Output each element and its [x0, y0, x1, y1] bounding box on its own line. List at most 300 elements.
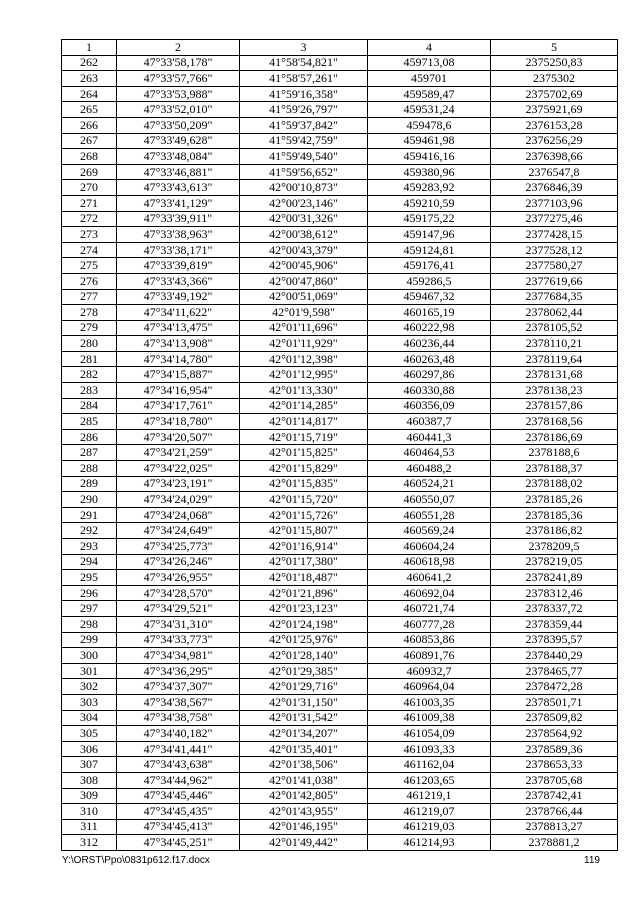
table-row — [62, 539, 618, 555]
x-coordinate-cell: 460222,98 — [368, 320, 491, 336]
longitude-cell: 42°01'42,805" — [240, 788, 368, 804]
point-number-cell: 311 — [62, 819, 117, 835]
x-coordinate-cell: 461219,03 — [368, 819, 491, 835]
point-number-cell: 290 — [62, 492, 117, 508]
y-coordinate-cell: 2378168,56 — [491, 414, 618, 430]
y-coordinate-cell: 2378209,5 — [491, 539, 618, 555]
point-number-cell: 272 — [62, 211, 117, 227]
point-number-cell: 293 — [62, 539, 117, 555]
longitude-cell: 41°59'49,540" — [240, 149, 368, 165]
latitude-cell: 47°33'48,084" — [117, 149, 240, 165]
point-number-cell: 300 — [62, 648, 117, 664]
y-coordinate-cell: 2377428,15 — [491, 227, 618, 243]
longitude-cell: 42°01'43,955" — [240, 804, 368, 820]
latitude-cell: 47°33'41,129" — [117, 195, 240, 211]
point-number-cell: 284 — [62, 398, 117, 414]
y-coordinate-cell: 2378138,23 — [491, 383, 618, 399]
longitude-cell: 42°01'15,719" — [240, 429, 368, 445]
latitude-cell: 47°34'37,307" — [117, 679, 240, 695]
latitude-cell: 47°34'21,259" — [117, 445, 240, 461]
x-coordinate-cell: 461054,09 — [368, 726, 491, 742]
table-row — [62, 601, 618, 617]
latitude-cell: 47°34'33,773" — [117, 632, 240, 648]
latitude-cell: 47°33'49,628" — [117, 133, 240, 149]
longitude-cell: 42°01'28,140" — [240, 648, 368, 664]
point-number-cell: 262 — [62, 55, 117, 71]
latitude-cell: 47°33'43,366" — [117, 273, 240, 289]
point-number-cell: 275 — [62, 258, 117, 274]
y-coordinate-cell: 2378186,82 — [491, 523, 618, 539]
latitude-cell: 47°34'20,507" — [117, 429, 240, 445]
x-coordinate-cell: 460964,04 — [368, 679, 491, 695]
table-row — [62, 492, 618, 508]
table-row — [62, 554, 618, 570]
y-coordinate-cell: 2378359,44 — [491, 616, 618, 632]
table-row — [62, 507, 618, 523]
longitude-cell: 42°00'10,873" — [240, 180, 368, 196]
longitude-cell: 42°01'41,038" — [240, 772, 368, 788]
latitude-cell: 47°34'45,413" — [117, 819, 240, 835]
longitude-cell: 42°01'24,198" — [240, 616, 368, 632]
table-row — [62, 476, 618, 492]
table-row — [62, 71, 618, 87]
latitude-cell: 47°34'29,521" — [117, 601, 240, 617]
longitude-cell: 42°01'21,896" — [240, 585, 368, 601]
table-header-row — [62, 40, 618, 56]
table-row — [62, 648, 618, 664]
longitude-cell: 41°59'26,797" — [240, 102, 368, 118]
x-coordinate-cell: 460441,3 — [368, 429, 491, 445]
point-number-cell: 269 — [62, 164, 117, 180]
longitude-cell: 42°01'23,123" — [240, 601, 368, 617]
y-coordinate-cell: 2378119,64 — [491, 351, 618, 367]
longitude-cell: 42°00'45,906" — [240, 258, 368, 274]
table-row — [62, 305, 618, 321]
x-coordinate-cell: 459147,96 — [368, 227, 491, 243]
point-number-cell: 265 — [62, 102, 117, 118]
y-coordinate-cell: 2376846,39 — [491, 180, 618, 196]
latitude-cell: 47°34'11,622" — [117, 305, 240, 321]
table-row — [62, 414, 618, 430]
x-coordinate-cell: 459380,96 — [368, 164, 491, 180]
point-number-cell: 301 — [62, 663, 117, 679]
point-number-cell: 298 — [62, 616, 117, 632]
longitude-cell: 42°01'14,817" — [240, 414, 368, 430]
latitude-cell: 47°33'39,819" — [117, 258, 240, 274]
y-coordinate-cell: 2376547,8 — [491, 164, 618, 180]
x-coordinate-cell: 460356,09 — [368, 398, 491, 414]
point-number-cell: 312 — [62, 835, 117, 851]
longitude-cell: 42°01'25,976" — [240, 632, 368, 648]
x-coordinate-cell: 461003,35 — [368, 694, 491, 710]
x-coordinate-cell: 459210,59 — [368, 195, 491, 211]
y-coordinate-cell: 2378186,69 — [491, 429, 618, 445]
longitude-cell: 42°01'18,487" — [240, 570, 368, 586]
table-row — [62, 726, 618, 742]
latitude-cell: 47°34'43,638" — [117, 757, 240, 773]
table-row — [62, 117, 618, 133]
table-row — [62, 211, 618, 227]
longitude-cell: 42°01'29,716" — [240, 679, 368, 695]
table-row — [62, 804, 618, 820]
y-coordinate-cell: 2378589,36 — [491, 741, 618, 757]
point-number-cell: 278 — [62, 305, 117, 321]
latitude-cell: 47°34'38,567" — [117, 694, 240, 710]
latitude-cell: 47°34'26,246" — [117, 554, 240, 570]
latitude-cell: 47°33'43,613" — [117, 180, 240, 196]
table-row — [62, 694, 618, 710]
x-coordinate-cell: 459461,98 — [368, 133, 491, 149]
latitude-cell: 47°34'40,182" — [117, 726, 240, 742]
longitude-cell: 41°59'56,652" — [240, 164, 368, 180]
x-coordinate-cell: 460618,98 — [368, 554, 491, 570]
y-coordinate-cell: 2377619,66 — [491, 273, 618, 289]
table-row — [62, 289, 618, 305]
point-number-cell: 271 — [62, 195, 117, 211]
longitude-cell: 41°59'42,759" — [240, 133, 368, 149]
longitude-cell: 42°01'31,542" — [240, 710, 368, 726]
x-coordinate-cell: 460464,53 — [368, 445, 491, 461]
table-row — [62, 741, 618, 757]
x-coordinate-cell: 460891,76 — [368, 648, 491, 664]
table-row — [62, 788, 618, 804]
longitude-cell: 42°01'11,929" — [240, 336, 368, 352]
y-coordinate-cell: 2378395,57 — [491, 632, 618, 648]
x-coordinate-cell: 460604,24 — [368, 539, 491, 555]
latitude-cell: 47°34'17,761" — [117, 398, 240, 414]
longitude-cell: 42°01'14,285" — [240, 398, 368, 414]
table-row — [62, 383, 618, 399]
longitude-cell: 42°01'31,150" — [240, 694, 368, 710]
table-row — [62, 149, 618, 165]
x-coordinate-cell: 461203,65 — [368, 772, 491, 788]
latitude-cell: 47°34'45,251" — [117, 835, 240, 851]
point-number-cell: 297 — [62, 601, 117, 617]
latitude-cell: 47°33'49,192" — [117, 289, 240, 305]
y-coordinate-cell: 2376256,29 — [491, 133, 618, 149]
table-row — [62, 336, 618, 352]
y-coordinate-cell: 2378110,21 — [491, 336, 618, 352]
point-number-cell: 277 — [62, 289, 117, 305]
point-number-cell: 289 — [62, 476, 117, 492]
latitude-cell: 47°34'24,068" — [117, 507, 240, 523]
y-coordinate-cell: 2378312,46 — [491, 585, 618, 601]
longitude-cell: 42°00'47,860" — [240, 273, 368, 289]
x-coordinate-cell: 459467,32 — [368, 289, 491, 305]
longitude-cell: 42°00'51,069" — [240, 289, 368, 305]
table-row — [62, 632, 618, 648]
x-coordinate-cell: 461214,93 — [368, 835, 491, 851]
table-row — [62, 242, 618, 258]
table-row — [62, 258, 618, 274]
longitude-cell: 42°01'34,207" — [240, 726, 368, 742]
table-row — [62, 195, 618, 211]
table-row — [62, 772, 618, 788]
latitude-cell: 47°34'26,955" — [117, 570, 240, 586]
y-coordinate-cell: 2378705,68 — [491, 772, 618, 788]
y-coordinate-cell: 2377580,27 — [491, 258, 618, 274]
longitude-cell: 41°59'37,842" — [240, 117, 368, 133]
x-coordinate-cell: 461162,04 — [368, 757, 491, 773]
longitude-cell: 42°01'15,835" — [240, 476, 368, 492]
latitude-cell: 47°34'13,475" — [117, 320, 240, 336]
x-coordinate-cell: 460692,04 — [368, 585, 491, 601]
longitude-cell: 42°01'12,398" — [240, 351, 368, 367]
point-number-cell: 266 — [62, 117, 117, 133]
latitude-cell: 47°34'23,191" — [117, 476, 240, 492]
point-number-cell: 305 — [62, 726, 117, 742]
latitude-cell: 47°33'57,766" — [117, 71, 240, 87]
x-coordinate-cell: 459176,41 — [368, 258, 491, 274]
latitude-cell: 47°34'34,981" — [117, 648, 240, 664]
point-number-cell: 308 — [62, 772, 117, 788]
y-coordinate-cell: 2378509,82 — [491, 710, 618, 726]
table-row — [62, 616, 618, 632]
longitude-cell: 41°58'57,261" — [240, 71, 368, 87]
point-number-cell: 295 — [62, 570, 117, 586]
y-coordinate-cell: 2378501,71 — [491, 694, 618, 710]
longitude-cell: 42°00'43,379" — [240, 242, 368, 258]
point-number-cell: 304 — [62, 710, 117, 726]
longitude-cell: 42°00'31,326" — [240, 211, 368, 227]
latitude-cell: 47°33'52,010" — [117, 102, 240, 118]
column-header-1: 1 — [62, 40, 117, 56]
y-coordinate-cell: 2378653,33 — [491, 757, 618, 773]
x-coordinate-cell: 460641,2 — [368, 570, 491, 586]
y-coordinate-cell: 2378813,27 — [491, 819, 618, 835]
point-number-cell: 264 — [62, 86, 117, 102]
latitude-cell: 47°34'22,025" — [117, 461, 240, 477]
latitude-cell: 47°34'41,441" — [117, 741, 240, 757]
longitude-cell: 42°01'35,401" — [240, 741, 368, 757]
longitude-cell: 42°00'38,612" — [240, 227, 368, 243]
point-number-cell: 273 — [62, 227, 117, 243]
table-row — [62, 835, 618, 851]
point-number-cell: 283 — [62, 383, 117, 399]
table-row — [62, 164, 618, 180]
point-number-cell: 280 — [62, 336, 117, 352]
y-coordinate-cell: 2378157,86 — [491, 398, 618, 414]
x-coordinate-cell: 460569,24 — [368, 523, 491, 539]
table-row — [62, 351, 618, 367]
latitude-cell: 47°33'53,988" — [117, 86, 240, 102]
table-row — [62, 819, 618, 835]
longitude-cell: 42°00'23,146" — [240, 195, 368, 211]
point-number-cell: 274 — [62, 242, 117, 258]
x-coordinate-cell: 461219,07 — [368, 804, 491, 820]
longitude-cell: 41°59'16,358" — [240, 86, 368, 102]
table-row — [62, 398, 618, 414]
table-row — [62, 429, 618, 445]
y-coordinate-cell: 2377528,12 — [491, 242, 618, 258]
x-coordinate-cell: 459701 — [368, 71, 491, 87]
x-coordinate-cell: 459175,22 — [368, 211, 491, 227]
y-coordinate-cell: 2378131,68 — [491, 367, 618, 383]
point-number-cell: 306 — [62, 741, 117, 757]
table-row — [62, 273, 618, 289]
column-header-3: 3 — [240, 40, 368, 56]
point-number-cell: 310 — [62, 804, 117, 820]
point-number-cell: 299 — [62, 632, 117, 648]
table-row — [62, 523, 618, 539]
latitude-cell: 47°33'46,881" — [117, 164, 240, 180]
x-coordinate-cell: 459416,16 — [368, 149, 491, 165]
y-coordinate-cell: 2378440,29 — [491, 648, 618, 664]
table-row — [62, 570, 618, 586]
footer-file-path: Y:\ORST\Ppo\0831p612.f17.docx — [62, 855, 210, 866]
point-number-cell: 294 — [62, 554, 117, 570]
y-coordinate-cell: 2375702,69 — [491, 86, 618, 102]
latitude-cell: 47°33'50,209" — [117, 117, 240, 133]
point-number-cell: 279 — [62, 320, 117, 336]
x-coordinate-cell: 459478,6 — [368, 117, 491, 133]
table-row — [62, 710, 618, 726]
x-coordinate-cell: 460488,2 — [368, 461, 491, 477]
y-coordinate-cell: 2377103,96 — [491, 195, 618, 211]
y-coordinate-cell: 2378185,36 — [491, 507, 618, 523]
y-coordinate-cell: 2378062,44 — [491, 305, 618, 321]
x-coordinate-cell: 460550,07 — [368, 492, 491, 508]
longitude-cell: 42°01'9,598" — [240, 305, 368, 321]
longitude-cell: 42°01'15,726" — [240, 507, 368, 523]
longitude-cell: 41°58'54,821" — [240, 55, 368, 71]
y-coordinate-cell: 2378188,37 — [491, 461, 618, 477]
table-row — [62, 757, 618, 773]
y-coordinate-cell: 2378564,92 — [491, 726, 618, 742]
point-number-cell: 270 — [62, 180, 117, 196]
latitude-cell: 47°34'31,310" — [117, 616, 240, 632]
table-row — [62, 320, 618, 336]
column-header-2: 2 — [117, 40, 240, 56]
x-coordinate-cell: 461093,33 — [368, 741, 491, 757]
latitude-cell: 47°34'25,773" — [117, 539, 240, 555]
x-coordinate-cell: 459713,08 — [368, 55, 491, 71]
longitude-cell: 42°01'38,506" — [240, 757, 368, 773]
point-number-cell: 267 — [62, 133, 117, 149]
longitude-cell: 42°01'15,807" — [240, 523, 368, 539]
longitude-cell: 42°01'12,995" — [240, 367, 368, 383]
point-number-cell: 302 — [62, 679, 117, 695]
latitude-cell: 47°34'44,962" — [117, 772, 240, 788]
table-row — [62, 86, 618, 102]
latitude-cell: 47°34'36,295" — [117, 663, 240, 679]
longitude-cell: 42°01'15,720" — [240, 492, 368, 508]
x-coordinate-cell: 460297,86 — [368, 367, 491, 383]
y-coordinate-cell: 2378742,41 — [491, 788, 618, 804]
latitude-cell: 47°34'15,887" — [117, 367, 240, 383]
point-number-cell: 307 — [62, 757, 117, 773]
y-coordinate-cell: 2375921,69 — [491, 102, 618, 118]
table-row — [62, 55, 618, 71]
x-coordinate-cell: 459589,47 — [368, 86, 491, 102]
latitude-cell: 47°34'13,908" — [117, 336, 240, 352]
latitude-cell: 47°33'39,911" — [117, 211, 240, 227]
y-coordinate-cell: 2378188,6 — [491, 445, 618, 461]
x-coordinate-cell: 459124,81 — [368, 242, 491, 258]
longitude-cell: 42°01'13,330" — [240, 383, 368, 399]
y-coordinate-cell: 2375250,83 — [491, 55, 618, 71]
table-row — [62, 367, 618, 383]
point-number-cell: 286 — [62, 429, 117, 445]
column-header-4: 4 — [368, 40, 491, 56]
column-header-5: 5 — [491, 40, 618, 56]
y-coordinate-cell: 2376153,28 — [491, 117, 618, 133]
table-body — [62, 55, 618, 850]
x-coordinate-cell: 460236,44 — [368, 336, 491, 352]
x-coordinate-cell: 460932,7 — [368, 663, 491, 679]
point-number-cell: 288 — [62, 461, 117, 477]
point-number-cell: 287 — [62, 445, 117, 461]
x-coordinate-cell: 460165,19 — [368, 305, 491, 321]
longitude-cell: 42°01'29,385" — [240, 663, 368, 679]
latitude-cell: 47°34'16,954" — [117, 383, 240, 399]
longitude-cell: 42°01'46,195" — [240, 819, 368, 835]
latitude-cell: 47°34'18,780" — [117, 414, 240, 430]
y-coordinate-cell: 2378766,44 — [491, 804, 618, 820]
latitude-cell: 47°33'38,963" — [117, 227, 240, 243]
latitude-cell: 47°34'24,029" — [117, 492, 240, 508]
y-coordinate-cell: 2378465,77 — [491, 663, 618, 679]
longitude-cell: 42°01'11,696" — [240, 320, 368, 336]
y-coordinate-cell: 2378188,02 — [491, 476, 618, 492]
table-row — [62, 585, 618, 601]
coordinates-table — [61, 39, 618, 851]
y-coordinate-cell: 2378241,89 — [491, 570, 618, 586]
y-coordinate-cell: 2378105,52 — [491, 320, 618, 336]
point-number-cell: 296 — [62, 585, 117, 601]
y-coordinate-cell: 2376398,66 — [491, 149, 618, 165]
table-row — [62, 227, 618, 243]
y-coordinate-cell: 2378472,28 — [491, 679, 618, 695]
latitude-cell: 47°33'58,178" — [117, 55, 240, 71]
table-row — [62, 180, 618, 196]
longitude-cell: 42°01'17,380" — [240, 554, 368, 570]
x-coordinate-cell: 461009,38 — [368, 710, 491, 726]
x-coordinate-cell: 460330,88 — [368, 383, 491, 399]
table-row — [62, 461, 618, 477]
latitude-cell: 47°34'24,649" — [117, 523, 240, 539]
longitude-cell: 42°01'15,829" — [240, 461, 368, 477]
x-coordinate-cell: 461219,1 — [368, 788, 491, 804]
point-number-cell: 291 — [62, 507, 117, 523]
table-row — [62, 663, 618, 679]
table-row — [62, 102, 618, 118]
y-coordinate-cell: 2375302 — [491, 71, 618, 87]
y-coordinate-cell: 2378337,72 — [491, 601, 618, 617]
latitude-cell: 47°34'45,435" — [117, 804, 240, 820]
point-number-cell: 263 — [62, 71, 117, 87]
point-number-cell: 276 — [62, 273, 117, 289]
footer-page-number: 119 — [584, 855, 600, 866]
latitude-cell: 47°34'14,780" — [117, 351, 240, 367]
x-coordinate-cell: 459286,5 — [368, 273, 491, 289]
x-coordinate-cell: 460721,74 — [368, 601, 491, 617]
longitude-cell: 42°01'49,442" — [240, 835, 368, 851]
latitude-cell: 47°33'38,171" — [117, 242, 240, 258]
x-coordinate-cell: 460853,86 — [368, 632, 491, 648]
point-number-cell: 285 — [62, 414, 117, 430]
x-coordinate-cell: 459531,24 — [368, 102, 491, 118]
point-number-cell: 282 — [62, 367, 117, 383]
latitude-cell: 47°34'38,758" — [117, 710, 240, 726]
x-coordinate-cell: 460263,48 — [368, 351, 491, 367]
table-row — [62, 445, 618, 461]
latitude-cell: 47°34'45,446" — [117, 788, 240, 804]
longitude-cell: 42°01'15,825" — [240, 445, 368, 461]
y-coordinate-cell: 2378219,05 — [491, 554, 618, 570]
point-number-cell: 268 — [62, 149, 117, 165]
y-coordinate-cell: 2378881,2 — [491, 835, 618, 851]
